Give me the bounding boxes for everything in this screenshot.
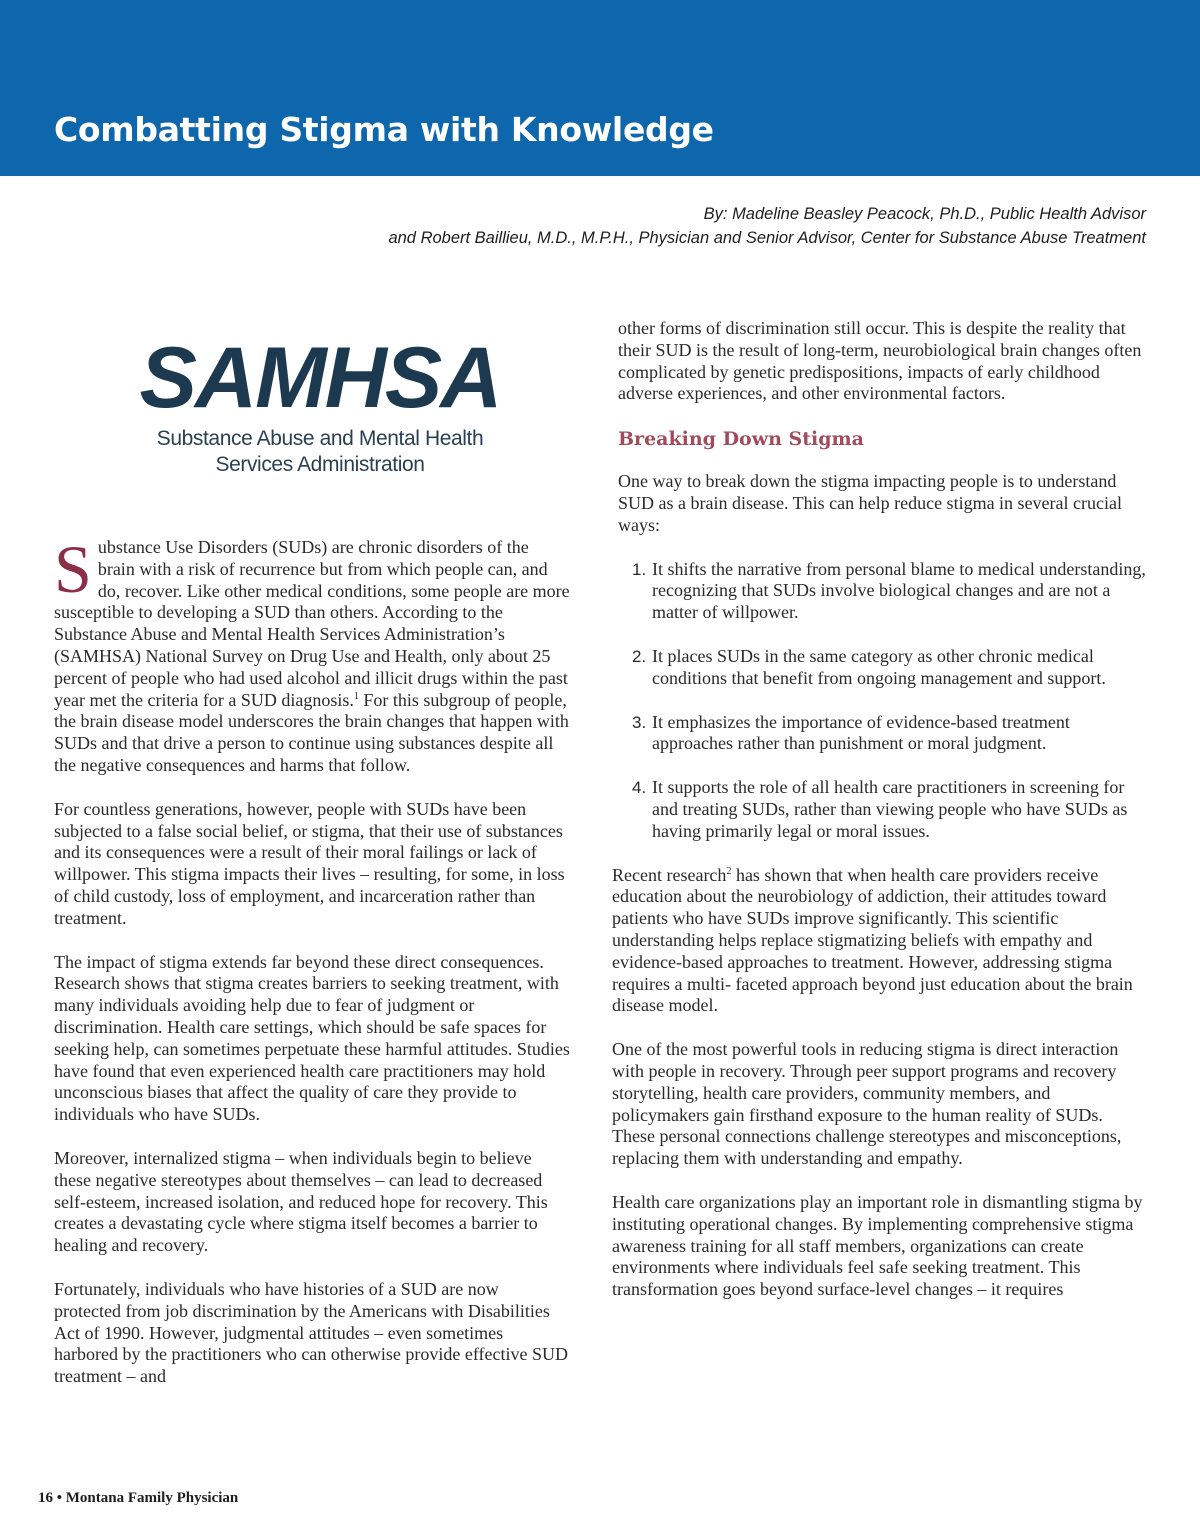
reasons-list (612, 559, 1147, 843)
list-text: It emphasizes the importance of evidence-based treatment approaches rather than punishment or moral judgment. (652, 711, 1070, 754)
list-number: 4. (632, 778, 647, 798)
page-footer: 16 • Montana Family Physician (38, 1490, 239, 1506)
list-text: It shifts the narrative from personal blame to medical understanding, recognizing that SUDs involve biological changes and are not a matter of willpower. (652, 558, 1146, 623)
list-number: 1. (632, 559, 647, 579)
paragraph-organizations: Health care organizations play an important role in dismantling stigma by instituting operational changes. By implementing comprehensive stigma awareness training for all staff members, organizations can create environments where individuals feel safe seeking treatment. This transformation goes beyond surface-level changes – it requires (612, 1191, 1143, 1300)
right-column (612, 318, 1147, 1323)
paragraph-fortunately: Fortunately, individuals who have histories of a SUD are now protected from job discrimination by the Americans with Disabilities Act of 1990. However, judgmental attitudes – even sometimes harbored by the practitioners who can otherwise provide effective SUD treatment – and (54, 1278, 568, 1387)
left-column (54, 531, 570, 1410)
header-banner (0, 0, 1200, 176)
paragraph-brain-disease: One way to break down the stigma impacting people is to understand SUD as a brain disease. This can help reduce stigma in several crucial ways: (618, 471, 1122, 535)
paragraph-research-start: Recent research (612, 864, 727, 885)
list-item (612, 777, 1147, 842)
paragraph-generations: For countless generations, however, people with SUDs have been subjected to a false social belief, or stigma, that their use of substances and its consequences were a result of their moral failings or lack of willpower. This stigma impacts their lives – resulting, for some, in loss of child custody, loss of employment, and incarceration rather than treatment. (54, 798, 565, 928)
byline-line-2: and Robert Baillieu, M.D., M.P.H., Physician and Senior Advisor, Center for Substance Abuse Treatment (388, 229, 1146, 247)
list-text: It supports the role of all health care practitioners in screening for and treating SUDs, rather than viewing people who have SUDs as having primarily legal or moral issues. (652, 777, 1128, 841)
logo-subtitle-line-2: Services Administration (215, 453, 425, 476)
paragraph-research (612, 865, 1147, 1018)
paragraph-intro-cont: For this subgroup of people, the brain disease model underscores the brain changes that happen with SUDs and that drive a person to continue using substances despite all the negative consequences and harms that follow. (54, 689, 569, 775)
paragraph-internalized: Moreover, internalized stigma – when individuals begin to believe these negative stereotypes about themselves – can lead to decreased self-esteem, increased isolation, and reduced hope for recovery. This creates a devastating cycle where stigma itself becomes a barrier to healing and recovery. (54, 1147, 548, 1256)
list-item (612, 559, 1147, 624)
paragraph-impact: The impact of stigma extends far beyond these direct consequences. Research shows that stigma creates barriers to seeking treatment, with many individuals avoiding help due to fear of judgment or discrimination. Health care settings, which should be safe spaces for seeking help, can sometimes perpetuate these harmful attitudes. Studies have found that even experienced health care practitioners may hold unconscious biases that affect the quality of care they provide to individuals who have SUDs. (54, 951, 570, 1125)
section-heading: Breaking Down Stigma (618, 428, 864, 451)
footnote-ref-2: 2 (726, 865, 732, 877)
logo-wordmark: SAMHSA (139, 330, 501, 426)
page-title: Combatting Stigma with Knowledge (54, 110, 714, 149)
samhsa-logo (120, 330, 520, 480)
list-item (612, 646, 1147, 690)
paragraph-discrimination: other forms of discrimination still occur. This is despite the reality that their SUD is the result of long-term, neurobiological brain changes often complicated by genetic predispositions, impacts of early childhood adverse experiences, and other environmental factors. (618, 318, 1142, 404)
list-text: It places SUDs in the same category as other chronic medical conditions that benefit from ongoing management and support. (652, 645, 1106, 688)
byline (388, 202, 1146, 250)
list-number: 2. (632, 646, 647, 666)
drop-cap: S (54, 531, 92, 607)
list-item (612, 712, 1147, 756)
logo-subtitle-line-1: Substance Abuse and Mental Health (156, 427, 484, 450)
paragraph-intro (54, 531, 570, 777)
paragraph-research-cont: has shown that when health care providers receive education about the neurobiology of addiction, their attitudes toward patients who have SUDs improve significantly. This scientific understanding helps replace stigmatizing beliefs with empathy and evidence-based approaches to treatment. However, addressing stigma requires a multi- faceted approach beyond just education about the brain disease model. (612, 864, 1133, 1016)
list-number: 3. (632, 712, 647, 732)
paragraph-intro-text: ubstance Use Disorders (SUDs) are chronic disorders of the brain with a risk of recurrence but from which people can, and do, recover. Like other medical conditions, some people are more susceptible to developing a SUD than others. According to the Substance Abuse and Mental Health Services Administration’s (SAMHSA) National Survey on Drug Use and Health, only about 25 percent of people who had used alcohol and illicit drugs within the past year met the criteria for a SUD diagnosis. (54, 537, 570, 710)
footnote-ref-1: 1 (353, 690, 359, 702)
byline-line-1: By: Madeline Beasley Peacock, Ph.D., Public Health Advisor (703, 205, 1146, 223)
paragraph-direct-interaction: One of the most powerful tools in reducing stigma is direct interaction with people in recovery. Through peer support programs and recovery storytelling, health care providers, community members, and policymakers gain firsthand exposure to the human reality of SUDs. These personal connections challenge stereotypes and misconceptions, replacing them with understanding and empathy. (612, 1039, 1122, 1169)
